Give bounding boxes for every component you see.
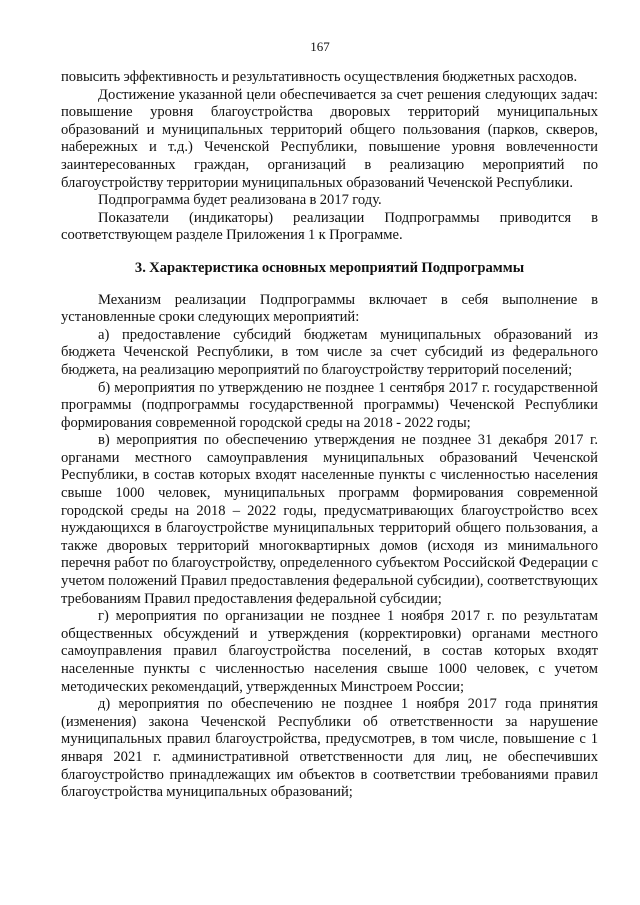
paragraph-indicators: Показатели (индикаторы) реализации Подпрограммы приводится в соответствующем разделе Приложения 1 к Программе. (61, 209, 598, 244)
paragraph-item-d: д) мероприятия по обеспечению не позднее 1 ноября 2017 года принятия (изменения) закона Чеченской Республики об ответственности за нарушение муниципальных правил благоустройства, предусмотрев, в том числе, повышение с 1 января 2021 г. административной ответственности для лиц, не обеспечивших благоустройство принадлежащих им объектов в соответствии требованиями правил благоустройства муниципальных образований; (61, 696, 598, 801)
section-heading: 3. Характеристика основных мероприятий Подпрограммы (134, 259, 525, 276)
paragraph-item-b: б) мероприятия по утверждению не позднее 1 сентября 2017 г. государственной программы (подпрограммы государственной программы) Чеченской Республики формирования современной городской среды на 2018 - 2022 годы; (61, 379, 598, 431)
paragraph-mechanism: Механизм реализации Подпрограммы включает в себя выполнение в установленные сроки следующих мероприятий: (61, 291, 598, 326)
document-body (61, 69, 598, 802)
paragraph-continuation: повысить эффективность и результативность осуществления бюджетных расходов. (61, 69, 578, 85)
paragraph-item-v: в) мероприятия по обеспечению утверждения не позднее 31 декабря 2017 г. органами местного самоуправления муниципальных образований Чеченской Республики, в состав которых входят населенные пункты с численностью населения свыше 1000 человек, муниципальных программ формирования современной городской среды на 2018 – 2022 годы, предусматривающих благоустройство всех нуждающихся в благоустройстве муниципальных территорий общего пользования, а также дворовых территорий многоквартирных домов (исходя из минимального перечня работ по благоустройству, определенного субъектом Российской Федерации с учетом положений Правил предоставления федеральной субсидии), соответствующих требованиям Правил предоставления федеральной субсидии; (61, 432, 598, 607)
paragraph-implementation-year: Подпрограмма будет реализована в 2017 году. (98, 192, 382, 209)
page-number: 167 (310, 39, 330, 54)
paragraph-item-a: а) предоставление субсидий бюджетам муниципальных образований из бюджета Чеченской Республики, в том числе за счет субсидий из федерального бюджета, на реализацию мероприятий по благоустройству территорий поселений; (61, 326, 598, 378)
paragraph-goal-tasks: Достижение указанной цели обеспечивается за счет решения следующих задач: повышение уровня благоустройства дворовых территорий муниципальных образований и муниципальных территорий общего пользования (парков, скверов, набережных и т.д.) Чеченской Республики, повышение уровня вовлеченности заинтересованных граждан, организаций в реализацию мероприятий по благоустройству территории муниципальных образований Чеченской Республики. (61, 86, 598, 191)
paragraph-item-g: г) мероприятия по организации не позднее 1 ноября 2017 г. по результатам общественных обсуждений и утверждения (корректировки) органами местного самоуправления правил благоустройства поселений, в состав которых входят населенные пункты с численностью населения свыше 1000 человек, с учетом методических рекомендаций, утвержденных Минстроем России; (61, 608, 598, 695)
